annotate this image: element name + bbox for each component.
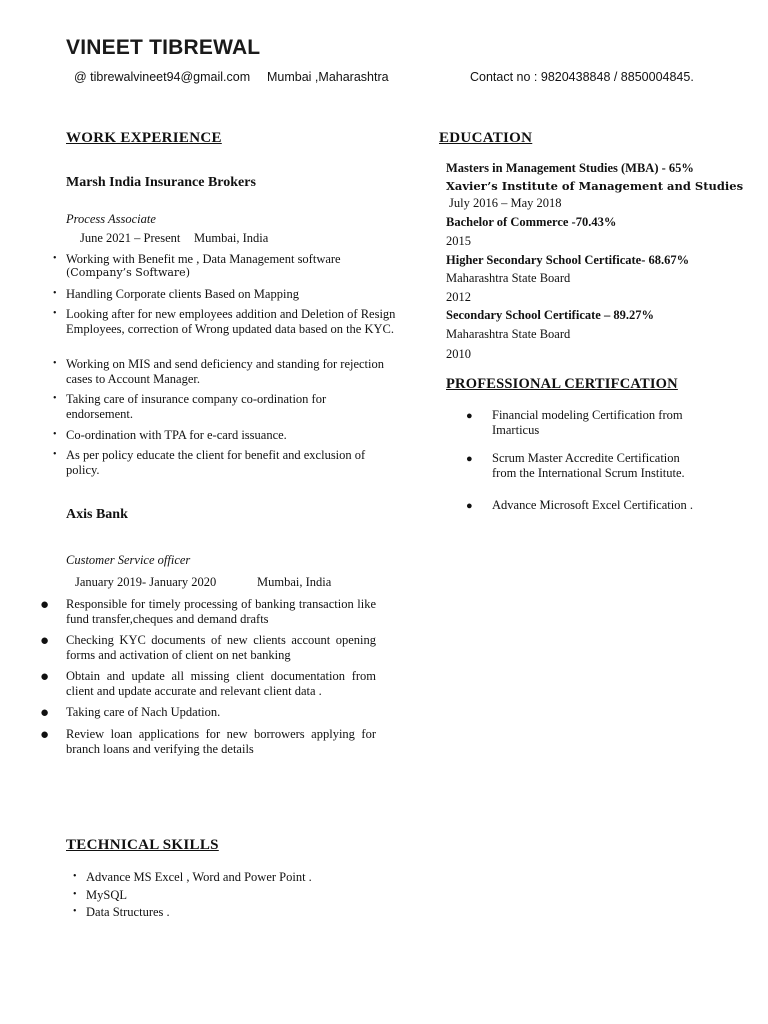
bullet-icon: • xyxy=(53,358,57,369)
bullet-icon: • xyxy=(73,871,77,882)
job-dates: January 2019- January 2020 xyxy=(75,575,217,589)
education-school: Maharashtra State Board xyxy=(446,271,571,285)
education-school: Maharashtra State Board xyxy=(446,327,571,341)
job-bullet: Handling Corporate clients Based on Mapping xyxy=(66,287,299,301)
job-bullet: Checking KYC documents of new clients account opening forms and activation of client on net banking xyxy=(66,633,376,662)
bullet-icon: ● xyxy=(466,500,473,512)
job-bullet: Taking care of insurance company co-ordination for endorsement. xyxy=(66,392,327,421)
skill-item: Data Structures . xyxy=(86,905,170,919)
bullet-icon: • xyxy=(53,393,57,404)
company-name: Axis Bank xyxy=(66,507,128,522)
job-bullet: Review loan applications for new borrowers applying for branch loans and verifying the details xyxy=(66,727,376,756)
education-year: 2012 xyxy=(446,290,471,304)
technical-skills-heading: TECHNICAL SKILLS xyxy=(66,837,219,853)
work-experience-heading: WORK EXPERIENCE xyxy=(66,130,222,146)
company-name: Marsh India Insurance Brokers xyxy=(66,175,256,190)
skill-item: Advance MS Excel , Word and Power Point . xyxy=(86,870,312,884)
job-bullet: Responsible for timely processing of banking transaction like fund transfer,cheques and demand drafts xyxy=(66,597,376,626)
education-degree: Higher Secondary School Certificate- 68.67% xyxy=(446,253,690,267)
certification-item: Financial modeling Certification from Imarticus xyxy=(492,408,683,437)
education-degree: Masters in Management Studies (MBA) - 65% xyxy=(446,161,694,175)
job-bullet: Looking after for new employees addition and Deletion of Resign Employees, correction of Wrong updated data based on the KYC. xyxy=(66,307,396,336)
job-bullet: As per policy educate the client for benefit and exclusion of policy. xyxy=(66,448,366,477)
bullet-icon: ● xyxy=(466,410,473,422)
education-school: Xavier’s Institute of Management and Studies xyxy=(446,179,744,193)
bullet-icon: • xyxy=(53,449,57,460)
bullet-icon: • xyxy=(53,429,57,440)
email: @ tibrewalvineet94@gmail.com xyxy=(74,70,251,84)
education-degree: Secondary School Certificate – 89.27% xyxy=(446,308,654,322)
education-year: July 2016 – May 2018 xyxy=(449,196,562,210)
contact-numbers: Contact no : 9820438848 / 8850004845. xyxy=(470,70,694,84)
certification-item: Advance Microsoft Excel Certification . xyxy=(492,498,693,512)
bullet-icon: • xyxy=(53,253,57,264)
bullet-icon: • xyxy=(53,308,57,319)
skill-item: MySQL xyxy=(86,888,127,902)
job-bullet: (Company’s Software) xyxy=(66,266,190,279)
job-place: Mumbai, India xyxy=(194,231,269,245)
job-bullet: Taking care of Nach Updation. xyxy=(66,705,221,719)
education-degree: Bachelor of Commerce -70.43% xyxy=(446,215,617,229)
job-place: Mumbai, India xyxy=(257,575,332,589)
certification-item: Scrum Master Accredite Certification from the International Scrum Institute. xyxy=(492,451,685,480)
bullet-icon: ● xyxy=(40,669,50,685)
education-year: 2010 xyxy=(446,347,471,361)
bullet-icon: ● xyxy=(40,705,50,721)
education-heading: EDUCATION xyxy=(439,130,533,146)
bullet-icon: ● xyxy=(40,633,50,649)
candidate-name: VINEET TIBREWAL xyxy=(66,36,261,59)
bullet-icon: ● xyxy=(466,453,473,465)
certification-heading: PROFESSIONAL CERTIFCATION xyxy=(446,376,678,392)
job-dates: June 2021 – Present xyxy=(80,231,181,245)
bullet-icon: • xyxy=(73,906,77,917)
job-bullet: Working on MIS and send deficiency and standing for rejection cases to Account Manager. xyxy=(66,357,385,386)
bullet-icon: ● xyxy=(40,727,50,743)
job-bullet: Working with Benefit me , Data Management software xyxy=(66,252,341,266)
job-bullet: Obtain and update all missing client documentation from client and update accurate and relevant client data . xyxy=(66,669,376,698)
job-bullet: Co-ordination with TPA for e-card issuance. xyxy=(66,428,287,442)
location: Mumbai ,Maharashtra xyxy=(267,70,389,84)
job-role: Process Associate xyxy=(66,212,156,226)
bullet-icon: ● xyxy=(40,597,50,613)
bullet-icon: • xyxy=(53,288,57,299)
bullet-icon: • xyxy=(73,889,77,900)
education-year: 2015 xyxy=(446,234,471,248)
job-role: Customer Service officer xyxy=(66,553,191,567)
